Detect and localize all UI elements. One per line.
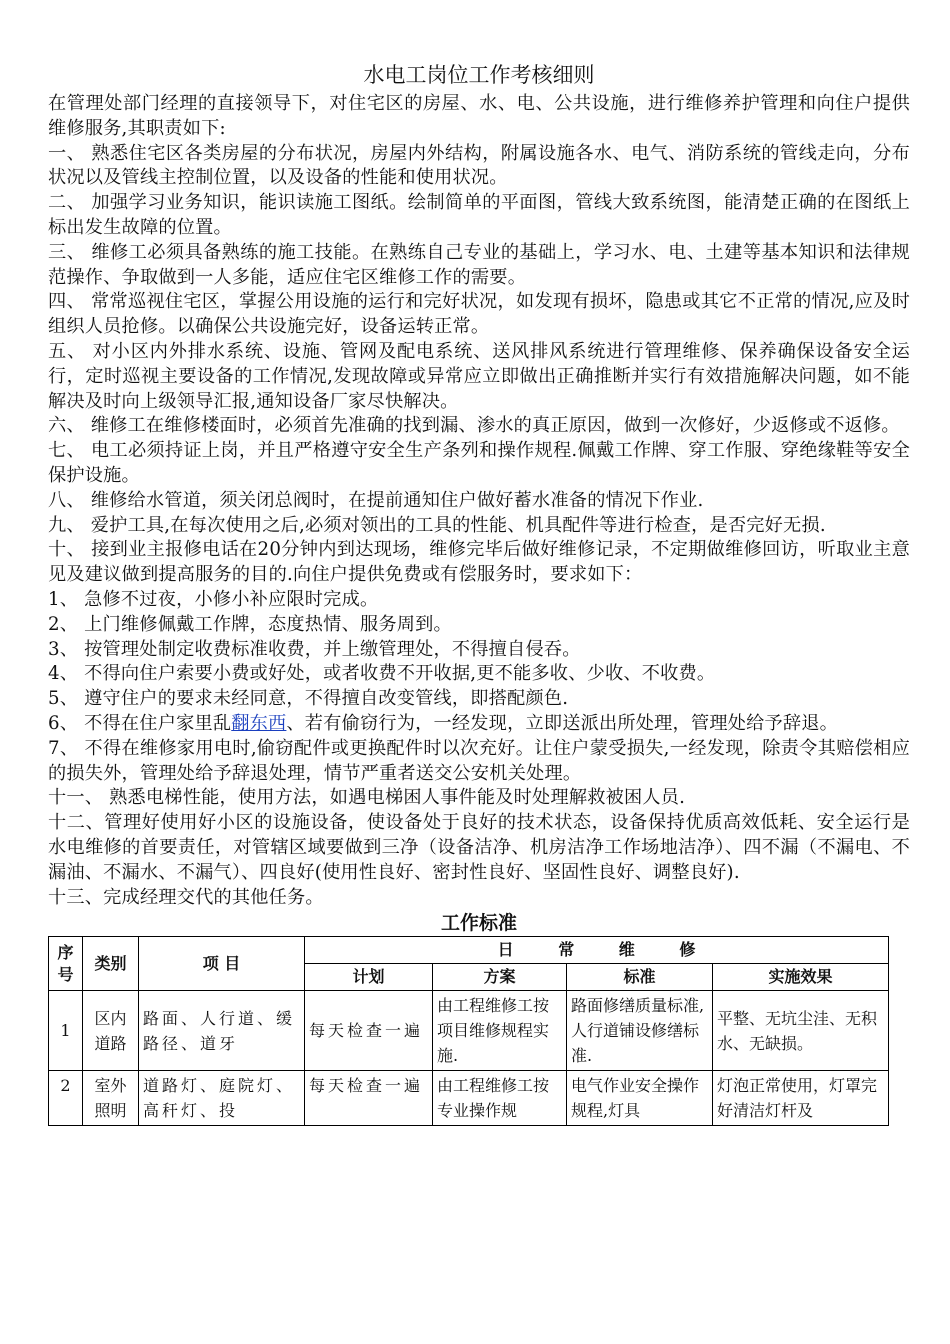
duty-item: 四、 常常巡视住宅区，掌握公用设施的运行和完好状况，如发现有损坏，隐患或其它不正常的情况,应及时组织人员抢修。以确保公共设施完好，设备运转正常。: [48, 291, 910, 338]
cell-plan: 每天检查一遍: [305, 1071, 433, 1126]
duty-item: 十三、完成经理交代的其他任务。: [48, 886, 324, 908]
cell-item: 道路灯、庭院灯、高秆灯、投: [139, 1071, 305, 1126]
duty-item: 二、 加强学习业务知识，能识读施工图纸。绘制简单的平面图，管线大致系统图，能清楚正确的在图纸上标出发生故障的位置。: [48, 192, 910, 238]
requirement-item: 2、 上门维修佩戴工作牌，态度热情、服务周到。: [48, 613, 452, 635]
duty-list-continued: [48, 786, 910, 910]
duty-item: 十二、管理好使用好小区的设施设备，使设备处于良好的技术状态，设备保持优质高效低耗、安全运行是水电维修的首要责任，对管辖区域要做到三净（设备洁净、机房洁净工作场地洁净）、四不漏（不漏电、不漏油、不漏水、不漏气）、四良好(使用性良好、密封性良好、坚固性良好、调整良好).: [48, 812, 910, 883]
cell-no: 1: [49, 991, 83, 1071]
cell-effect: 灯泡正常使用，灯罩完好清洁灯杆及: [713, 1071, 889, 1126]
intro-paragraph: 在管理处部门经理的直接领导下，对住宅区的房屋、水、电、公共设施，进行维修养护管理和向住户提供维修服务,其职责如下:: [48, 93, 910, 139]
cell-no: 2: [49, 1071, 83, 1126]
requirement-item: 5、 遵守住户的要求未经同意，不得擅自改变管线，即搭配颜色.: [48, 688, 569, 710]
header-category: 类别: [83, 937, 139, 991]
header-standard: 标准: [567, 964, 713, 991]
cell-standard: 电气作业安全操作规程,灯具: [567, 1071, 713, 1126]
requirement-item: 4、 不得向住户索要小费或好处，或者收费不开收据,更不能多收、少收、不收费。: [48, 663, 716, 685]
req6-after: 、若有偷窃行为，一经发现，立即送派出所处理，管理处给予辞退。: [286, 712, 839, 734]
page-title: 水电工岗位工作考核细则: [363, 63, 595, 87]
header-plan: 计划: [305, 964, 433, 991]
cell-effect: 平整、无坑尘洼、无积水、无缺损。: [713, 991, 889, 1071]
cell-standard: 路面修缮质量标准,人行道铺设修缮标准.: [567, 991, 713, 1071]
header-scheme: 方案: [433, 964, 567, 991]
cell-item: 路面、人行道、缓路径、道牙: [139, 991, 305, 1071]
requirement-item: 3、 按管理处制定收费标准收费，并上缴管理处，不得擅自侵吞。: [48, 638, 581, 660]
cell-plan: 每天检查一遍: [305, 991, 433, 1071]
req6-before: 6、 不得在住户家里乱: [48, 712, 232, 734]
header-item: 项 目: [139, 937, 305, 991]
duty-item: 九、 爱护工具,在每次使用之后,必须对领出的工具的性能、机具配件等进行检查，是否完好无损.: [48, 514, 826, 536]
duty-item: 一、 熟悉住宅区各类房屋的分布状况，房屋内外结构，附属设施各水、电气、消防系统的管线走向，分布状况以及管线主控制位置，以及设备的性能和使用状况。: [48, 142, 910, 189]
header-effect: 实施效果: [713, 964, 889, 991]
work-standard-table: [48, 936, 889, 1126]
header-no: 序号: [49, 937, 83, 991]
duty-item: 十一、 熟悉电梯性能，使用方法，如遇电梯困人事件能及时处理解救被困人员.: [48, 787, 686, 809]
requirement-item: 1、 急修不过夜，小修小补应限时完成。: [48, 588, 379, 610]
cell-scheme: 由工程维修工按项目维修规程实施.: [433, 991, 567, 1071]
header-daily-maintenance: 日 常 维 修: [305, 937, 889, 964]
requirement-item: 7、 不得在维修家用电时,偷窃配件或更换配件时以次充好。让住户蒙受损失,一经发现，除责令其赔偿相应的损失外，管理处给予辞退处理，情节严重者送交公安机关处理。: [48, 737, 910, 784]
cell-category: 室外照明: [83, 1071, 139, 1126]
inline-link[interactable]: 翻东西: [231, 712, 287, 734]
duty-item: 三、 维修工必须具备熟练的施工技能。在熟练自己专业的基础上，学习水、电、土建等基本知识和法律规范操作、争取做到一人多能，适应住宅区维修工作的需要。: [48, 241, 910, 288]
duty-item: 八、 维修给水管道，须关闭总阀时，在提前通知住户做好蓄水准备的情况下作业.: [48, 489, 704, 511]
duty-item: 六、 维修工在维修楼面时，必须首先准确的找到漏、渗水的真正原因，做到一次修好，少返修或不返修。: [48, 415, 900, 437]
table-title: 工作标准: [440, 912, 517, 935]
cell-scheme: 由工程维修工按专业操作规: [433, 1071, 567, 1126]
requirement-item-6: [48, 712, 910, 737]
service-requirements: [48, 588, 910, 786]
table-row: [49, 1071, 889, 1126]
duty-item: 七、 电工必须持证上岗，并且严格遵守安全生产条列和操作规程.佩戴工作牌、穿工作服、穿绝缘鞋等安全保护设施。: [48, 440, 910, 486]
duty-item: 十、 接到业主报修电话在20分钟内到达现场，维修完毕后做好维修记录，不定期做维修回访，听取业主意见及建议做到提高服务的目的.向住户提供免费或有偿服务时，要求如下：: [48, 539, 910, 586]
table-row: [49, 991, 889, 1071]
duty-list: [48, 142, 910, 588]
cell-category: 区内道路: [83, 991, 139, 1071]
table-header-row: [49, 937, 889, 964]
document-page: [48, 58, 910, 1126]
duty-item: 五、 对小区内外排水系统、设施、管网及配电系统、送风排风系统进行管理维修、保养确保设备安全运行，定时巡视主要设备的工作情况,发现故障或异常应立即做出正确推断并实行有效措施解决问题，如不能解决及时向上级领导汇报,通知设备厂家尽快解决。: [48, 340, 910, 412]
